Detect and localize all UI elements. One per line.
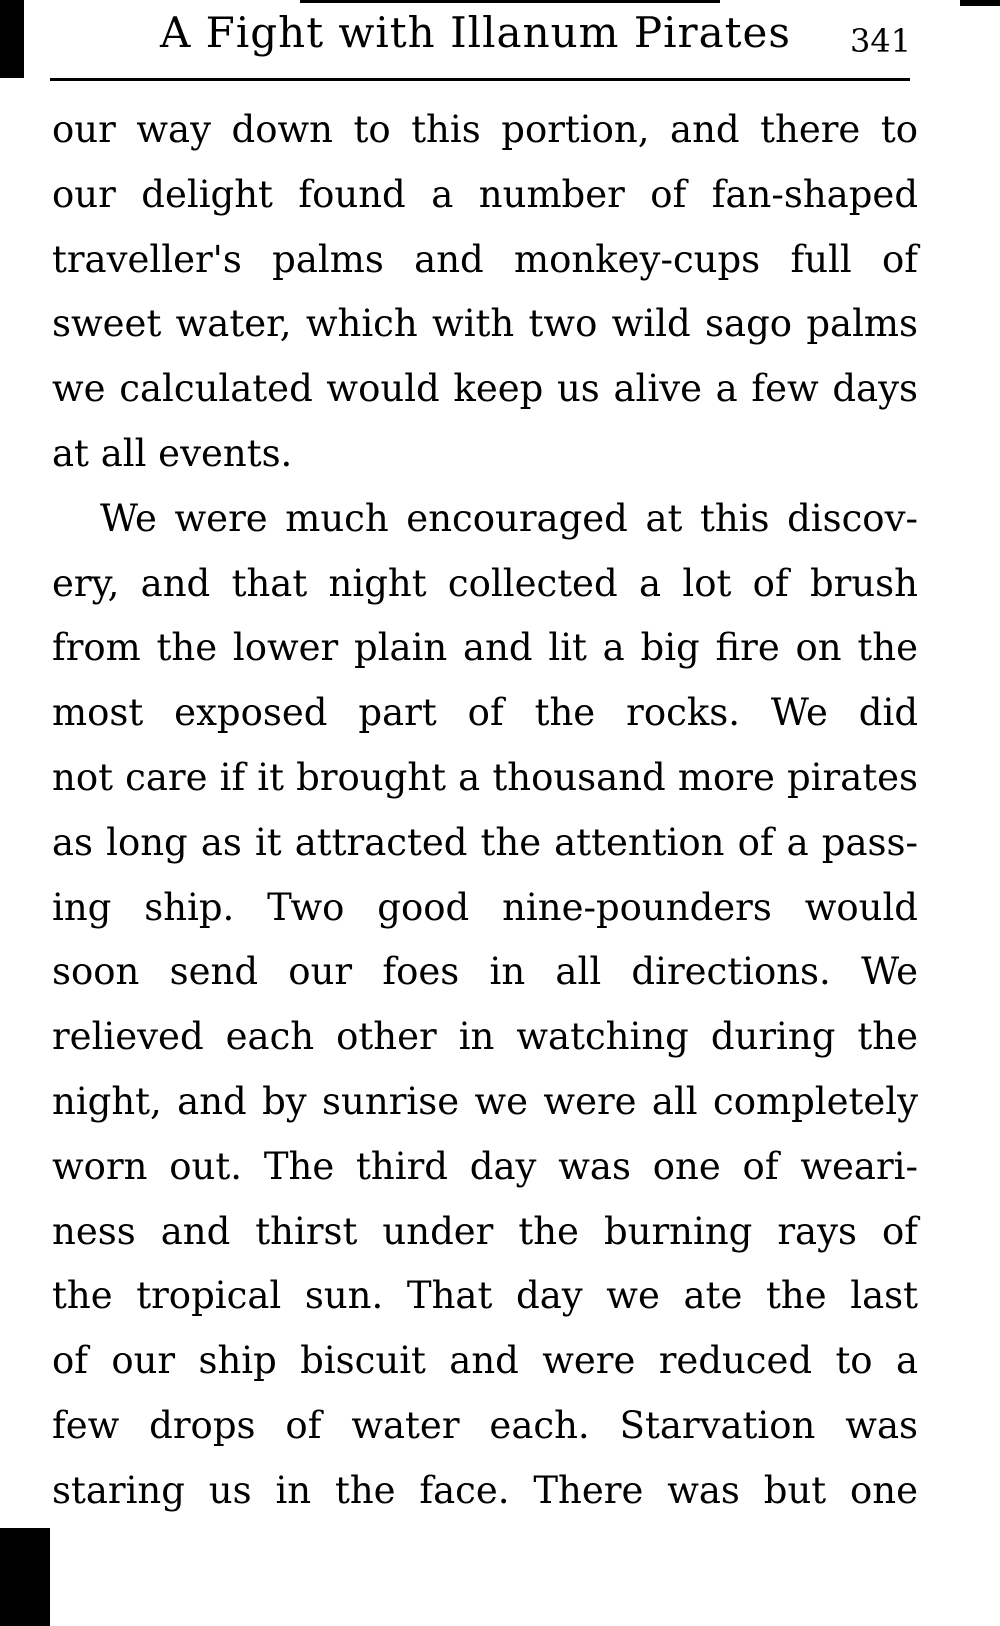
running-head-title: A Fight with Illanum Pirates [160,8,791,57]
text-line: ness and thirst under the burning rays of [52,1209,918,1253]
paragraph [52,98,918,487]
header-rule [50,78,910,81]
text-line: few drops of water each. Starvation was [52,1403,918,1447]
text-line: of our ship biscuit and were reduced to a [52,1339,918,1383]
paragraph [52,487,918,1524]
text-line: traveller's palms and monkey-cups full of [52,237,918,281]
text-line: from the lower plain and lit a big fire on the [52,626,918,670]
text-line: night, and by sunrise we were all completely [52,1079,918,1123]
text-line: we calculated would keep us alive a few days [52,367,918,411]
text-line: not care if it brought a thousand more pirates [52,755,918,799]
text-line: ing ship. Two good nine-pounders would [52,885,918,929]
text-line: worn out. The third day was one of weari- [52,1144,918,1188]
text-line: the tropical sun. That day we ate the last [52,1274,918,1318]
text-line: at all events. [52,431,293,475]
text-line: our way down to this portion, and there to [52,108,918,151]
scan-edge-mark [0,0,24,78]
scan-edge-mark [0,1528,50,1626]
text-line: as long as it attracted the attention of a pass- [52,820,918,864]
page-number: 341 [850,22,912,60]
scan-edge-mark [960,0,1000,6]
text-line: relieved each other in watching during the [52,1015,918,1059]
text-line: most exposed part of the rocks. We did [52,691,918,735]
text-line: our delight found a number of fan-shaped [52,172,918,216]
text-line: We were much encouraged at this discov- [100,496,918,540]
scan-edge-mark [300,0,720,3]
text-line: sweet water, which with two wild sago palms [52,302,918,346]
body-text [52,98,918,1524]
text-line: soon send our foes in all directions. We [52,950,918,994]
text-line: staring us in the face. There was but one [52,1468,918,1512]
text-line: ery, and that night collected a lot of brush [52,561,918,605]
